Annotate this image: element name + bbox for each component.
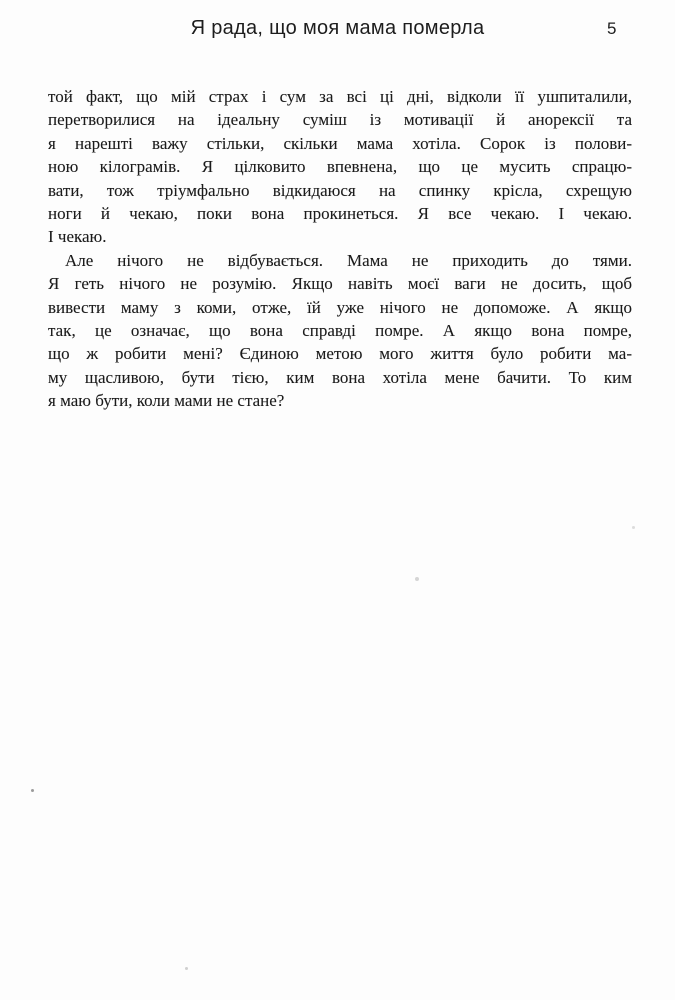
text-line: вивести маму з коми, отже, їй уже нічого не допоможе. А якщо xyxy=(48,297,632,317)
text-line: Але нічого не відбувається. Мама не приходить до тями. xyxy=(65,250,632,270)
running-title: Я рада, що моя мама померла xyxy=(190,17,485,39)
scan-speck xyxy=(632,526,635,529)
page-number: 5 xyxy=(607,19,617,38)
scan-speck xyxy=(185,967,188,970)
text-line: перетворилися на ідеальну суміш із мотивації й анорексії та xyxy=(48,110,632,130)
text-line: я маю бути, коли мами не стане? xyxy=(48,391,285,411)
paragraph xyxy=(48,249,632,413)
text-line: ною кілограмів. Я цілковито впевнена, що це мусить спрацю- xyxy=(48,157,632,177)
text-line: вати, тож тріумфально відкидаюся на спинку крісла, схрещую xyxy=(48,180,632,200)
text-line: той факт, що мій страх і сум за всі ці дні, відколи її ушпиталили, xyxy=(48,87,632,106)
text-line: ноги й чекаю, поки вона прокинеться. Я все чекаю. І чекаю. xyxy=(48,203,632,223)
text-line: І чекаю. xyxy=(48,227,107,247)
text-block xyxy=(48,85,632,412)
scan-speck xyxy=(415,577,419,581)
scan-speck xyxy=(31,789,34,792)
text-line: Я геть нічого не розумію. Якщо навіть моєї ваги не досить, щоб xyxy=(48,274,632,294)
text-line: що ж робити мені? Єдиною метою мого життя було робити ма- xyxy=(48,344,632,364)
paragraph xyxy=(48,85,632,249)
text-line: му щасливою, бути тією, ким вона хотіла мене бачити. То ким xyxy=(48,367,632,387)
text-line: так, це означає, що вона справді помре. А якщо вона помре, xyxy=(48,320,632,340)
text-line: я нарешті важу стільки, скільки мама хотіла. Сорок із полови- xyxy=(48,133,632,153)
